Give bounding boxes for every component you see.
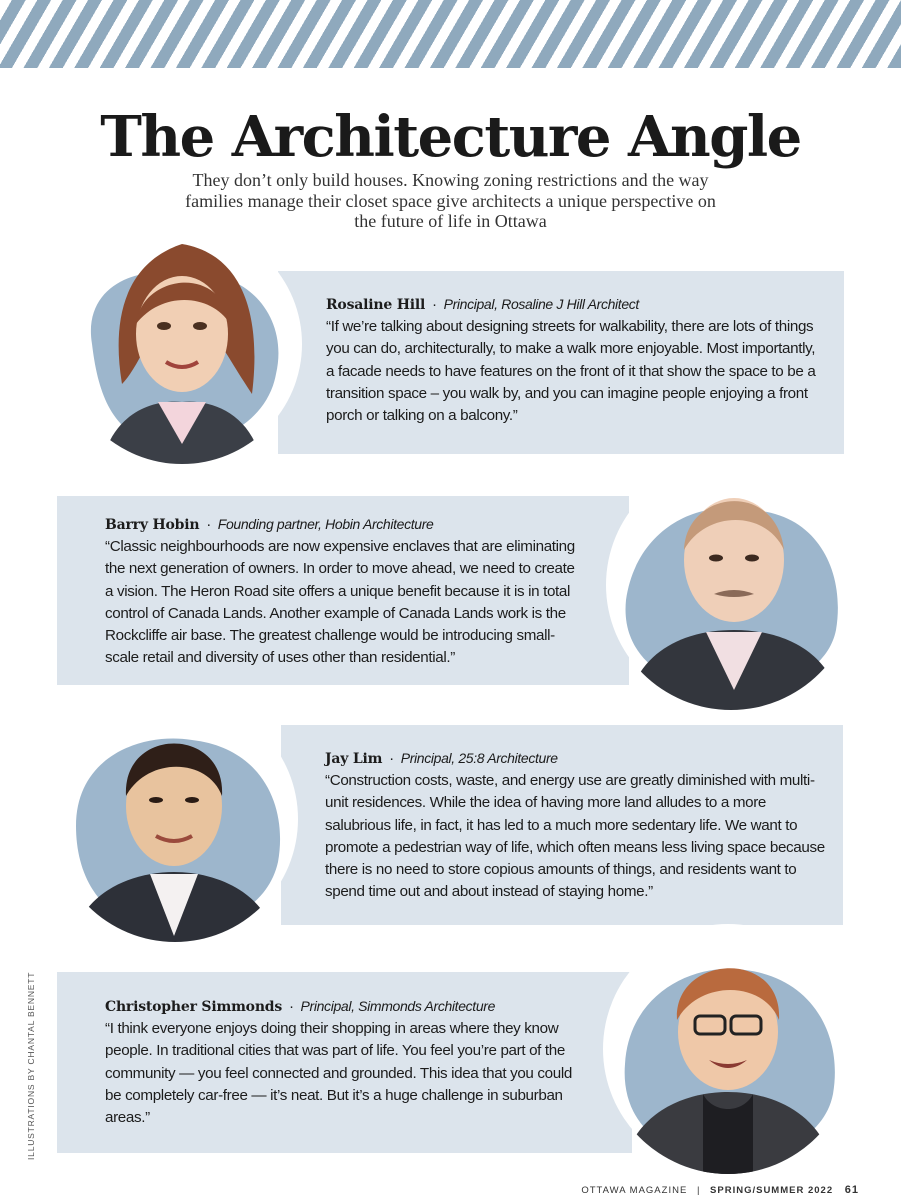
separator: · [431, 296, 437, 313]
profile-name: Jay Lim [325, 751, 383, 767]
profile-text-rosaline-hill [326, 293, 826, 427]
profile-name: Barry Hobin [105, 517, 200, 533]
profile-name: Rosaline Hill [326, 297, 426, 313]
profile-role: Principal, 25:8 Architecture [400, 750, 558, 766]
profile-text-christopher-simmonds [105, 995, 585, 1129]
page-title: The Architecture Angle [100, 104, 801, 170]
profile-quote: “If we’re talking about designing streets for walkability, there are lots of things you can do, architecturally, to make a walk more enjoyable. Most importantly, a facade needs to have features on the front of it that show the space to be a transition space – you walk by, and you can imagine people enjoying a front porch or talking on a balcony.” [326, 318, 816, 425]
page-number: 61 [844, 1184, 859, 1196]
magazine-name: OTTAWA MAGAZINE [581, 1185, 688, 1196]
separator: · [206, 516, 211, 533]
page-footer [581, 1184, 859, 1196]
portrait-rosaline-hill [62, 224, 302, 464]
profile-quote: “Classic neighbourhoods are now expensive enclaves that are eliminating the next generation of owners. In order to move ahead, we need to create a vision. The Heron Road site offers a unique benefit because it is in total control of Canada Lands. Another example of Canada Lands work is the Rockcliffe air base. The greatest challenge would be introducing small-scale retail and diversity of uses other than residential.” [105, 538, 575, 667]
profile-name: Christopher Simmonds [105, 999, 283, 1015]
portrait-jay-lim [52, 696, 298, 942]
profile-role: Principal, Rosaline J Hill Architect [443, 296, 639, 312]
profile-role: Principal, Simmonds Architecture [300, 998, 496, 1014]
separator: · [288, 998, 294, 1015]
stripe-banner [0, 0, 901, 68]
profile-quote: “Construction costs, waste, and energy use are greatly diminished with multi-unit residences. While the idea of having more land alludes to a more salubrious life, in fact, it has led to a much more sedentary life. We want to promote a pedestrian way of life, which often means less living space because there is no need to store copious amounts of things, and residents want to spend time out and about instead of staying home.” [325, 772, 825, 901]
separator: · [389, 750, 394, 767]
footer-divider: | [696, 1185, 701, 1196]
portrait-barry-hobin [606, 460, 856, 710]
illustration-credit: ILLUSTRATIONS BY CHANTAL BENNETT [26, 971, 36, 1160]
profile-text-barry-hobin [105, 513, 579, 669]
profile-quote: “I think everyone enjoys doing their shopping in areas where they know people. In traditional cities that was part of life. You feel you’re part of the community — you feel connected and grounded. This idea that you could be completely car-free — it’s neat. But it’s a huge challenge in suburban areas.” [105, 1020, 572, 1127]
issue-label: SPRING/SUMMER 2022 [710, 1185, 834, 1196]
portrait-christopher-simmonds [603, 924, 853, 1174]
profile-role: Founding partner, Hobin Architecture [217, 516, 434, 532]
deck-subtitle: They don’t only build houses. Knowing zoning restrictions and the way families manage their closet space give architects a unique perspective on the future of life in Ottawa [185, 170, 716, 231]
profile-text-jay-lim [325, 747, 830, 903]
